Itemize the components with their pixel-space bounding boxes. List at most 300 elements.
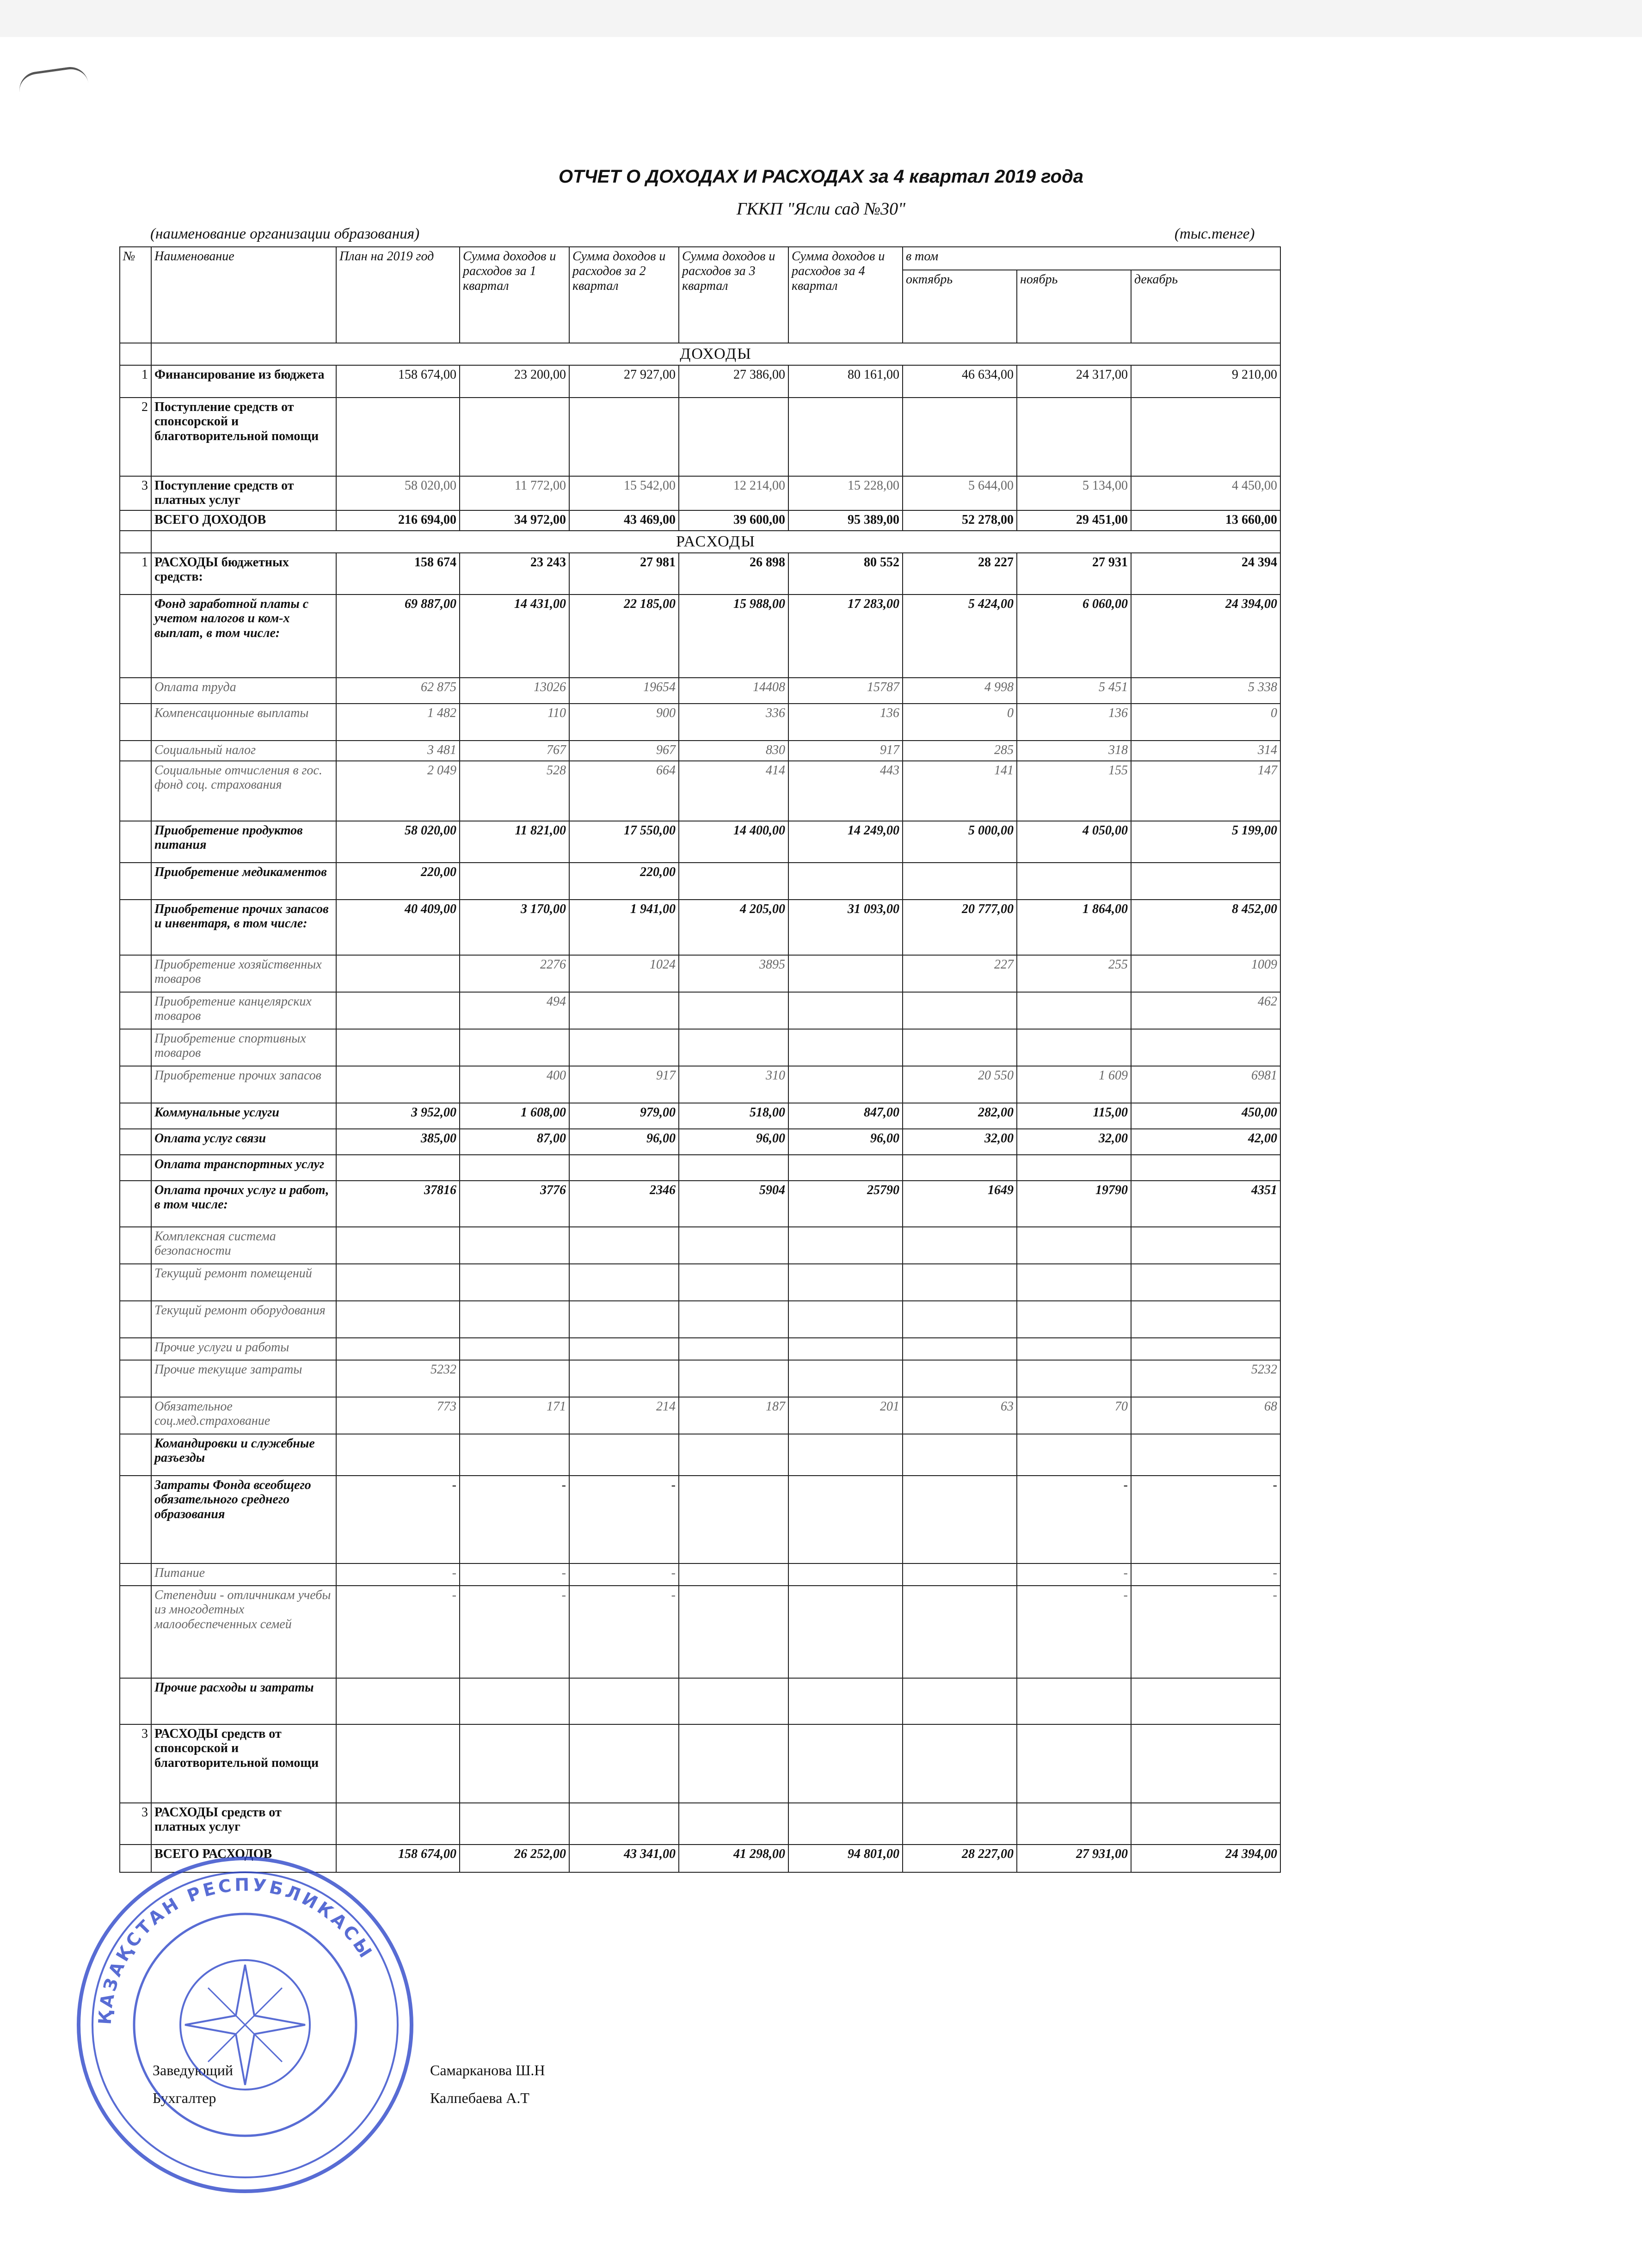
cell-dec: 9 210,00 <box>1131 365 1280 398</box>
row-name: РАСХОДЫ бюджетных средств: <box>151 553 336 595</box>
cell-oct: 5 000,00 <box>903 821 1017 863</box>
cell-q3 <box>679 1264 788 1301</box>
cell-q1: 11 821,00 <box>460 821 569 863</box>
scan-edge <box>0 0 1642 37</box>
row-number: 3 <box>120 1724 151 1803</box>
row-number <box>120 741 151 761</box>
row-number <box>120 1227 151 1264</box>
col-num-header: № <box>120 247 151 343</box>
cell-oct: 20 550 <box>903 1066 1017 1103</box>
cell-q2 <box>569 1360 679 1397</box>
cell-nov <box>1017 1264 1131 1301</box>
row-name: ВСЕГО ДОХОДОВ <box>151 510 336 531</box>
cell-q3 <box>679 1678 788 1724</box>
cell-q2 <box>569 1803 679 1845</box>
cell-q1: 528 <box>460 761 569 821</box>
row-name: Степендии - отличникам учебы из многодетных малообеспеченных семей <box>151 1586 336 1678</box>
cell-q1: 26 252,00 <box>460 1845 569 1872</box>
col-name-header: Наименование <box>151 247 336 343</box>
cell-q1: - <box>460 1476 569 1563</box>
cell-q4: 443 <box>788 761 903 821</box>
row-name: Фонд заработной платы с учетом налогов и ком-х выплат, в том числе: <box>151 595 336 678</box>
cell-plan: 69 887,00 <box>336 595 460 678</box>
cell-q4: 94 801,00 <box>788 1845 903 1872</box>
cell-q3 <box>679 1029 788 1066</box>
cell-plan: 37816 <box>336 1181 460 1227</box>
cell-dec: 68 <box>1131 1397 1280 1434</box>
cell-oct <box>903 1678 1017 1724</box>
cell-q3: 518,00 <box>679 1103 788 1129</box>
cell-oct <box>903 1227 1017 1264</box>
cell-q3 <box>679 398 788 476</box>
row-number: 3 <box>120 476 151 510</box>
cell-q3 <box>679 1227 788 1264</box>
col-q2-header: Сумма доходов и расходов за 2 квартал <box>569 247 679 343</box>
row-name: Питание <box>151 1563 336 1586</box>
row-number <box>120 761 151 821</box>
cell-q1: 23 243 <box>460 553 569 595</box>
row-name: Поступление средств от платных услуг <box>151 476 336 510</box>
cell-q1: 3776 <box>460 1181 569 1227</box>
table-row <box>120 510 1280 531</box>
income-section-header: ДОХОДЫ <box>151 343 1280 365</box>
cell-q3: 187 <box>679 1397 788 1434</box>
cell-q1 <box>460 1434 569 1476</box>
row-name: Прочие услуги и работы <box>151 1338 336 1360</box>
cell-dec: - <box>1131 1476 1280 1563</box>
pen-mark <box>17 65 89 99</box>
cell-oct: 32,00 <box>903 1129 1017 1155</box>
cell-q3: 26 898 <box>679 553 788 595</box>
cell-q1 <box>460 1338 569 1360</box>
cell-q3 <box>679 863 788 900</box>
cell-q4: 136 <box>788 704 903 741</box>
cell-q2: 43 469,00 <box>569 510 679 531</box>
row-number <box>120 863 151 900</box>
cell-nov <box>1017 1724 1131 1803</box>
income-expense-table <box>119 246 1281 1873</box>
cell-dec: 24 394,00 <box>1131 595 1280 678</box>
cell-q4 <box>788 1066 903 1103</box>
cell-q2 <box>569 1434 679 1476</box>
cell-dec: 1009 <box>1131 955 1280 992</box>
cell-q2: 979,00 <box>569 1103 679 1129</box>
row-number <box>120 1678 151 1724</box>
cell-oct <box>903 1029 1017 1066</box>
cell-q4 <box>788 1264 903 1301</box>
cell-q4 <box>788 1155 903 1181</box>
cell-dec <box>1131 1338 1280 1360</box>
organization-caption: (наименование организации образования) <box>150 226 420 242</box>
cell-nov: 5 451 <box>1017 678 1131 704</box>
row-name: Поступление средств от спонсорской и благотворительной помощи <box>151 398 336 476</box>
cell-plan <box>336 1264 460 1301</box>
table-row <box>120 1563 1280 1586</box>
cell-nov: 318 <box>1017 741 1131 761</box>
cell-q3 <box>679 1360 788 1397</box>
cell-q1 <box>460 1724 569 1803</box>
cell-q4: 15 228,00 <box>788 476 903 510</box>
cell-nov: 255 <box>1017 955 1131 992</box>
table-row <box>120 531 1280 553</box>
cell-oct: 227 <box>903 955 1017 992</box>
cell-plan: 2 049 <box>336 761 460 821</box>
cell-q2 <box>569 1264 679 1301</box>
cell-q4: 201 <box>788 1397 903 1434</box>
cell-dec <box>1131 1264 1280 1301</box>
row-number <box>120 1397 151 1434</box>
table-row <box>120 1803 1280 1845</box>
cell-dec: - <box>1131 1563 1280 1586</box>
cell-plan <box>336 1227 460 1264</box>
cell-q4: 847,00 <box>788 1103 903 1129</box>
cell-plan: 773 <box>336 1397 460 1434</box>
cell-nov <box>1017 1338 1131 1360</box>
cell-dec: 4351 <box>1131 1181 1280 1227</box>
table-row <box>120 992 1280 1029</box>
cell-nov <box>1017 1301 1131 1338</box>
cell-oct <box>903 398 1017 476</box>
cell-q2 <box>569 1227 679 1264</box>
cell-q2 <box>569 1301 679 1338</box>
cell-q2: 220,00 <box>569 863 679 900</box>
cell-plan: 3 481 <box>336 741 460 761</box>
row-name: Оплата прочих услуг и работ, в том числе: <box>151 1181 336 1227</box>
table-row <box>120 1155 1280 1181</box>
cell-q2: 96,00 <box>569 1129 679 1155</box>
cell-dec: 6981 <box>1131 1066 1280 1103</box>
row-number <box>120 678 151 704</box>
cell-q1 <box>460 398 569 476</box>
cell-q4: 17 283,00 <box>788 595 903 678</box>
cell-q3: 3895 <box>679 955 788 992</box>
col-dec-header: декабрь <box>1131 270 1280 343</box>
row-name: Оплата услуг связи <box>151 1129 336 1155</box>
cell-plan <box>336 1678 460 1724</box>
cell-q3: 15 988,00 <box>679 595 788 678</box>
row-name: РАСХОДЫ средств от спонсорской и благотворительной помощи <box>151 1724 336 1803</box>
cell-q3 <box>679 1563 788 1586</box>
cell-q3: 14408 <box>679 678 788 704</box>
cell-oct: 52 278,00 <box>903 510 1017 531</box>
cell-q2: - <box>569 1563 679 1586</box>
cell-nov: 24 317,00 <box>1017 365 1131 398</box>
table-row <box>120 595 1280 678</box>
cell-plan: 216 694,00 <box>336 510 460 531</box>
col-oct-header: октябрь <box>903 270 1017 343</box>
cell-dec <box>1131 1227 1280 1264</box>
cell-oct <box>903 1301 1017 1338</box>
organization-name: ГККП "Ясли сад №30" <box>736 199 906 219</box>
table-row <box>120 1678 1280 1724</box>
units-caption: (тыс.тенге) <box>1175 226 1255 242</box>
table-row <box>120 365 1280 398</box>
cell-q1 <box>460 1155 569 1181</box>
cell-dec <box>1131 1029 1280 1066</box>
row-name: Коммунальные услуги <box>151 1103 336 1129</box>
table-row <box>120 1103 1280 1129</box>
cell-q2: 2346 <box>569 1181 679 1227</box>
cell-nov: 155 <box>1017 761 1131 821</box>
cell-q1: 3 170,00 <box>460 900 569 955</box>
cell-q3 <box>679 1476 788 1563</box>
cell-oct: 282,00 <box>903 1103 1017 1129</box>
cell-nov: 1 609 <box>1017 1066 1131 1103</box>
row-name: Прочие текущие затраты <box>151 1360 336 1397</box>
cell-nov: 29 451,00 <box>1017 510 1131 531</box>
cell-q2: 1 941,00 <box>569 900 679 955</box>
row-number <box>120 1586 151 1678</box>
cell-dec: 314 <box>1131 741 1280 761</box>
cell-q4: 95 389,00 <box>788 510 903 531</box>
cell-q2: 27 927,00 <box>569 365 679 398</box>
cell-oct: 4 998 <box>903 678 1017 704</box>
cell-plan: - <box>336 1586 460 1678</box>
cell-q3: 5904 <box>679 1181 788 1227</box>
accountant-label: Бухгалтер <box>153 2090 216 2106</box>
cell-dec: 8 452,00 <box>1131 900 1280 955</box>
cell-q3 <box>679 1155 788 1181</box>
cell-plan <box>336 1301 460 1338</box>
row-number <box>120 955 151 992</box>
col-incl-header: в том <box>903 247 1280 270</box>
cell-nov <box>1017 1155 1131 1181</box>
row-number <box>120 1155 151 1181</box>
cell-plan <box>336 398 460 476</box>
cell-oct <box>903 992 1017 1029</box>
cell-plan: 58 020,00 <box>336 476 460 510</box>
cell-q3: 41 298,00 <box>679 1845 788 1872</box>
table-row <box>120 863 1280 900</box>
cell-q3 <box>679 1301 788 1338</box>
table-row <box>120 1397 1280 1434</box>
table-row <box>120 1338 1280 1360</box>
row-number <box>120 510 151 531</box>
cell-nov: 6 060,00 <box>1017 595 1131 678</box>
cell-q3: 830 <box>679 741 788 761</box>
official-stamp <box>69 1849 421 2201</box>
cell-q2: 900 <box>569 704 679 741</box>
cell-oct: 141 <box>903 761 1017 821</box>
cell-q4 <box>788 1029 903 1066</box>
table-row <box>120 476 1280 510</box>
cell-q1: - <box>460 1563 569 1586</box>
cell-q4: 80 552 <box>788 553 903 595</box>
cell-q3: 27 386,00 <box>679 365 788 398</box>
cell-q1: - <box>460 1586 569 1678</box>
table-row <box>120 704 1280 741</box>
cell-nov <box>1017 992 1131 1029</box>
cell-q2: 214 <box>569 1397 679 1434</box>
row-name: Приобретение канцелярских товаров <box>151 992 336 1029</box>
row-name: Прочие расходы и затраты <box>151 1678 336 1724</box>
cell-plan: 158 674 <box>336 553 460 595</box>
cell-plan <box>336 1066 460 1103</box>
cell-oct <box>903 1338 1017 1360</box>
cell-plan <box>336 1434 460 1476</box>
cell-oct: 28 227 <box>903 553 1017 595</box>
row-number: 1 <box>120 553 151 595</box>
cell-q3 <box>679 1724 788 1803</box>
cell-oct: 285 <box>903 741 1017 761</box>
cell-q3 <box>679 1586 788 1678</box>
cell-dec: - <box>1131 1586 1280 1678</box>
cell-q2: 17 550,00 <box>569 821 679 863</box>
table-row <box>120 1586 1280 1678</box>
cell-plan <box>336 1724 460 1803</box>
col-q1-header: Сумма доходов и расходов за 1 квартал <box>460 247 569 343</box>
row-name: Текущий ремонт помещений <box>151 1264 336 1301</box>
row-name: Социальные отчисления в гос. фонд соц. страхования <box>151 761 336 821</box>
row-number <box>120 1264 151 1301</box>
cell-oct: 63 <box>903 1397 1017 1434</box>
cell-oct: 1649 <box>903 1181 1017 1227</box>
stamp-text: ҚАЗАҚСТАН РЕСПУБЛИКАСЫ <box>94 1874 377 2025</box>
cell-nov: - <box>1017 1586 1131 1678</box>
cell-dec <box>1131 1155 1280 1181</box>
cell-oct: 28 227,00 <box>903 1845 1017 1872</box>
row-number <box>120 1029 151 1066</box>
cell-oct <box>903 1803 1017 1845</box>
cell-q1: 87,00 <box>460 1129 569 1155</box>
table-row <box>120 398 1280 476</box>
row-name: Приобретение прочих запасов и инвентаря, в том числе: <box>151 900 336 955</box>
table-row <box>120 1301 1280 1338</box>
cell-q1 <box>460 1360 569 1397</box>
table-row <box>120 1724 1280 1803</box>
cell-q4 <box>788 1301 903 1338</box>
table-row <box>120 1181 1280 1227</box>
cell-q2: 1024 <box>569 955 679 992</box>
cell-dec <box>1131 863 1280 900</box>
cell-q1: 23 200,00 <box>460 365 569 398</box>
cell-q4: 15787 <box>788 678 903 704</box>
cell-q4 <box>788 992 903 1029</box>
cell-q2: 664 <box>569 761 679 821</box>
cell-q2: 19654 <box>569 678 679 704</box>
cell-plan <box>336 1338 460 1360</box>
col-q3-header: Сумма доходов и расходов за 3 квартал <box>679 247 788 343</box>
cell-q1: 494 <box>460 992 569 1029</box>
row-number: 2 <box>120 398 151 476</box>
cell-q1 <box>460 863 569 900</box>
cell-nov: 19790 <box>1017 1181 1131 1227</box>
table-row <box>120 1029 1280 1066</box>
cell-q1: 400 <box>460 1066 569 1103</box>
cell-q3: 14 400,00 <box>679 821 788 863</box>
cell-q1 <box>460 1227 569 1264</box>
cell-q2 <box>569 1724 679 1803</box>
cell-q1: 1 608,00 <box>460 1103 569 1129</box>
cell-nov <box>1017 1678 1131 1724</box>
cell-dec: 24 394 <box>1131 553 1280 595</box>
cell-q1: 767 <box>460 741 569 761</box>
row-number <box>120 1434 151 1476</box>
cell-q3: 310 <box>679 1066 788 1103</box>
table-row <box>120 1066 1280 1103</box>
table-row <box>120 900 1280 955</box>
cell-plan: 62 875 <box>336 678 460 704</box>
cell-nov: - <box>1017 1563 1131 1586</box>
cell-nov: 4 050,00 <box>1017 821 1131 863</box>
cell-nov <box>1017 1227 1131 1264</box>
cell-q4 <box>788 1678 903 1724</box>
cell-q3: 414 <box>679 761 788 821</box>
col-plan-header: План на 2019 год <box>336 247 460 343</box>
row-name: Приобретение прочих запасов <box>151 1066 336 1103</box>
cell-q1 <box>460 1264 569 1301</box>
cell-q4: 14 249,00 <box>788 821 903 863</box>
cell-oct <box>903 863 1017 900</box>
row-name: Приобретение продуктов питания <box>151 821 336 863</box>
cell-q4 <box>788 1360 903 1397</box>
cell-dec: 0 <box>1131 704 1280 741</box>
cell-dec: 450,00 <box>1131 1103 1280 1129</box>
cell-dec: 24 394,00 <box>1131 1845 1280 1872</box>
cell-dec <box>1131 1803 1280 1845</box>
cell-q2 <box>569 398 679 476</box>
cell-q4: 917 <box>788 741 903 761</box>
table-row <box>120 741 1280 761</box>
cell-nov <box>1017 1360 1131 1397</box>
cell-q2 <box>569 1029 679 1066</box>
cell-q2 <box>569 1338 679 1360</box>
row-name: Обязательное соц.мед.страхование <box>151 1397 336 1434</box>
row-name: Приобретение медикаментов <box>151 863 336 900</box>
cell-q4 <box>788 398 903 476</box>
row-number <box>120 821 151 863</box>
cell-plan: 40 409,00 <box>336 900 460 955</box>
cell-nov: 70 <box>1017 1397 1131 1434</box>
table-row <box>120 1360 1280 1397</box>
cell-dec: 462 <box>1131 992 1280 1029</box>
cell-q4: 96,00 <box>788 1129 903 1155</box>
cell-oct <box>903 1563 1017 1586</box>
cell-dec: 147 <box>1131 761 1280 821</box>
cell-dec: 4 450,00 <box>1131 476 1280 510</box>
cell-q3 <box>679 1434 788 1476</box>
cell-q2: 15 542,00 <box>569 476 679 510</box>
row-number <box>120 1129 151 1155</box>
cell-plan: 158 674,00 <box>336 365 460 398</box>
row-name: Приобретение хозяйственных товаров <box>151 955 336 992</box>
cell-q3: 336 <box>679 704 788 741</box>
col-q4-header: Сумма доходов и расходов за 4 квартал <box>788 247 903 343</box>
cell-q4 <box>788 1724 903 1803</box>
row-number <box>120 1360 151 1397</box>
cell-oct <box>903 1586 1017 1678</box>
cell-nov: 27 931,00 <box>1017 1845 1131 1872</box>
cell-dec: 5232 <box>1131 1360 1280 1397</box>
cell-q2 <box>569 1678 679 1724</box>
cell-dec: 5 338 <box>1131 678 1280 704</box>
cell-oct: 5 424,00 <box>903 595 1017 678</box>
cell-q1 <box>460 1803 569 1845</box>
row-number <box>120 595 151 678</box>
table-row <box>120 761 1280 821</box>
cell-q3 <box>679 1803 788 1845</box>
cell-oct: 0 <box>903 704 1017 741</box>
table-row <box>120 1264 1280 1301</box>
cell-nov: 1 864,00 <box>1017 900 1131 955</box>
cell-q4 <box>788 1803 903 1845</box>
cell-q2 <box>569 1155 679 1181</box>
cell-oct: 46 634,00 <box>903 365 1017 398</box>
table-row <box>120 821 1280 863</box>
cell-nov: 136 <box>1017 704 1131 741</box>
cell-plan: - <box>336 1563 460 1586</box>
cell-dec <box>1131 398 1280 476</box>
